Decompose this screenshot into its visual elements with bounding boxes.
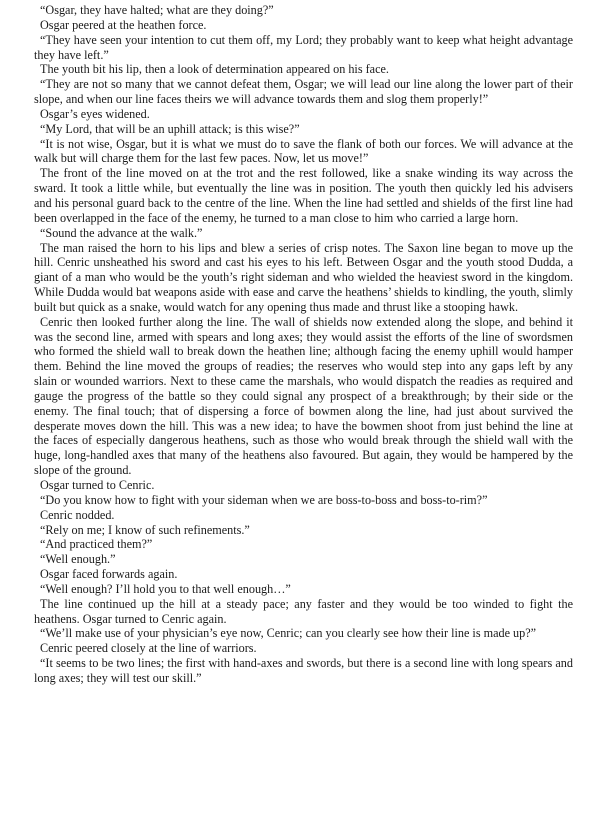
paragraph: “Well enough.” bbox=[40, 552, 116, 567]
paragraph: Cenric nodded. bbox=[40, 507, 115, 522]
paragraph: The youth bit his lip, then a look of determination appeared on his face. bbox=[40, 62, 389, 77]
paragraph: “We’ll make use of your physician’s eye now, Cenric; can you clearly see how their line is made up?” bbox=[40, 626, 537, 641]
paragraph: Cenric then looked further along the line. The wall of shields now extended along the slope, and behind it was the second line, armed with spears and long axes; they would assist the efforts of the line of swordsmen who formed the shield wall to break down the heathen line; although facing the enemy uphill would hamper them. Behind the line moved the groups of readies; the reserves who would step into any gaps left by any slain or wounded warriors. Next to these came the marshals, who would dispatch the readies as required and gauge the progress of the battle so they could signal any prospect of a breakthrough; by their side or the enemy. The final touch; that of dispersing a force of bowmen along the line, had just about survived the desperate moves down the hill. This was a new idea; to have the bowmen shoot from just behind the line at the faces of especially dangerous heathens, such as those who would break through the shield wall with the huge, long-handled axes that many of the heathens also favoured. But again, they would be hampered by the slope of the ground. bbox=[34, 314, 573, 478]
paragraph: The front of the line moved on at the trot and the rest followed, like a snake winding its way across the sward. It took a little while, but eventually the line was in position. The youth then quickly led his advisers and his personal guard back to the centre of the line. When the line had settled and shields of the first line had been overlapped in the face of the enemy, he turned to a man close to him who carried a large horn. bbox=[34, 166, 573, 225]
document-page bbox=[34, 3, 573, 686]
paragraph: The man raised the horn to his lips and blew a series of crisp notes. The Saxon line began to move up the hill. Cenric unsheathed his sword and cast his eyes to his left. Between Osgar and the youth stood Dudda, a giant of a man who would be the youth’s right sideman and who wielded the heaviest sword in the kingdom. While Dudda would bat weapons aside with ease and carve the heathens’ shields to kindling, the youth, slimly built but quick as a snake, would watch for any opening thus made and thrust like a stooping hawk. bbox=[34, 240, 573, 314]
paragraph: “And practiced them?” bbox=[40, 537, 153, 552]
paragraph: “Well enough? I’ll hold you to that well enough…” bbox=[40, 581, 291, 596]
paragraph: “They have seen your intention to cut them off, my Lord; they probably want to keep what height advantage they have left.” bbox=[34, 32, 573, 62]
paragraph: “They are not so many that we cannot defeat them, Osgar; we will lead our line along the lower part of their slope, and when our line faces theirs we will advance towards them and slog them properly!” bbox=[34, 77, 573, 107]
paragraph: “Sound the advance at the walk.” bbox=[40, 225, 203, 240]
paragraph: “Do you know how to fight with your sideman when we are boss-to-boss and boss-to-rim?” bbox=[40, 492, 488, 507]
paragraph: Osgar faced forwards again. bbox=[40, 567, 178, 582]
paragraph: The line continued up the hill at a steady pace; any faster and they would be too winded to fight the heathens. Osgar turned to Cenric again. bbox=[34, 596, 573, 626]
paragraph: Osgar peered at the heathen force. bbox=[40, 17, 207, 32]
paragraph: Osgar’s eyes widened. bbox=[40, 106, 150, 121]
paragraph: “My Lord, that will be an uphill attack; is this wise?” bbox=[40, 121, 300, 136]
paragraph: Cenric peered closely at the line of warriors. bbox=[40, 641, 257, 656]
paragraph: “It seems to be two lines; the first with hand-axes and swords, but there is a second line with long spears and long axes; they will test our skill.” bbox=[34, 656, 573, 685]
paragraph: Osgar turned to Cenric. bbox=[40, 478, 155, 492]
paragraph: “It is not wise, Osgar, but it is what we must do to save the flank of both our forces. We will advance at the walk but will charge them for the last few paces. Now, let us move!” bbox=[34, 136, 573, 166]
paragraph: “Rely on me; I know of such refinements.” bbox=[40, 522, 250, 537]
paragraph: “Osgar, they have halted; what are they doing?” bbox=[40, 3, 274, 17]
